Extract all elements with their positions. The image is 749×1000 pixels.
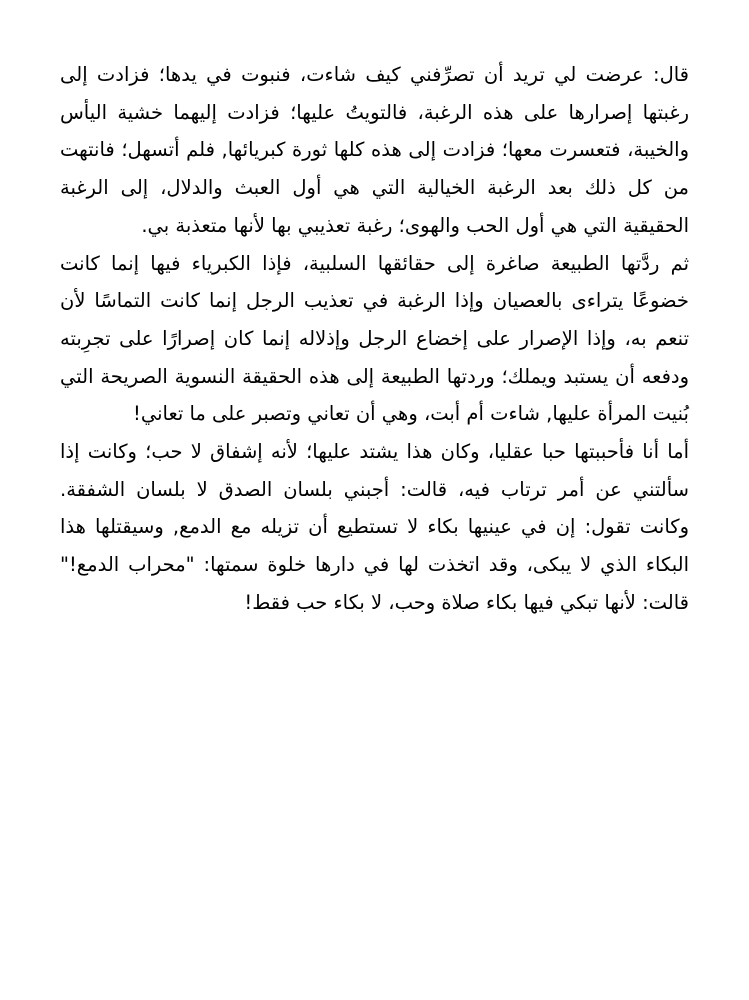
paragraph-3: أما أنا فأحببتها حبا عقليا، وكان هذا يشتد عليها؛ لأنه إشفاق لا حب؛ وكانت إذا سألتني عن أمر ترتاب فيه، قالت: أجبني بلسان الصدق لا بلسان الشفقة. وكانت تقول: إن في عينيها بكاء لا تستطيع أن تزيله مع الدمع, وسيقتلها هذا البكاء الذي لا يبكى، وقد اتخذت لها في دارها خلوة سمتها: "محراب الدمع!" قالت: لأنها تبكي فيها بكاء صلاة وحب، لا بكاء حب فقط! — [60, 440, 689, 614]
paragraph-2: ثم ردَّتها الطبيعة صاغرة إلى حقائقها السلبية، فإذا الكبرياء فيها إنما كانت خضوعًا يتراءى بالعصيان وإذا الرغبة في تعذيب الرجل إنما كانت التماسًا لأن تنعم به، وإذا الإصرار على إخضاع الرجل وإذلاله إنما كان إصرارًا على تجرِبته ودفعه أن يستبد ويملك؛ وردتها الطبيعة إلى هذه الحقيقة النسوية الصريحة التي بُنيت المرأة عليها, شاءت أم أبت، وهي أن تعاني وتصبر على ما تعاني! — [60, 251, 689, 426]
paragraph-1: قال: عرضت لي تريد أن تصرِّفني كيف شاءت، فنبوت في يدها؛ فزادت إلى رغبتها إصرارها على هذه الرغبة، فالتويتُ عليها؛ فزادت إليهما خشية اليأس والخيبة، فتعسرت معها؛ فزادت إلى هذه كلها ثورة كبريائها, فلم أتسهل؛ فانتهت من كل ذلك بعد الرغبة الخيالية التي هي أول العبث والدلال، إلى الرغبة الحقيقية التي هي أول الحب والهوى؛ رغبة تعذيبي بها لأنها متعذبة بي. — [60, 63, 689, 237]
document-body — [60, 56, 689, 622]
